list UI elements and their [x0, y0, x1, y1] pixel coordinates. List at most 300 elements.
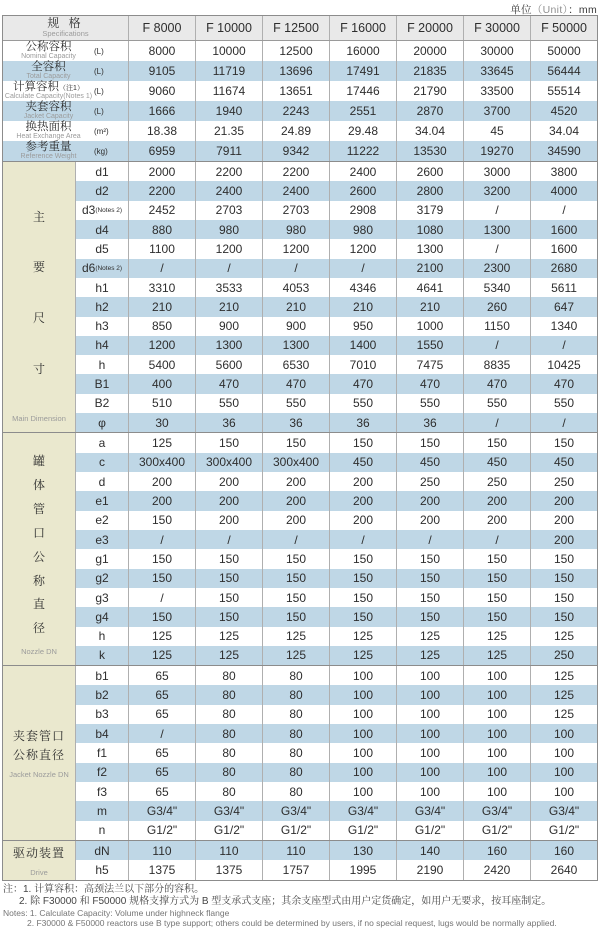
value-cell: 150 [530, 569, 597, 588]
value-cell: 2551 [329, 101, 396, 121]
value-cell: 100 [463, 782, 530, 801]
value-cell: 3179 [396, 201, 463, 220]
row-unit: (m²) [94, 126, 109, 136]
value-cell: 19270 [463, 141, 530, 161]
table-row [75, 162, 597, 181]
value-cell: 110 [128, 841, 195, 860]
dimension-label-cell: b2 [75, 685, 128, 704]
row-label-wrap [3, 141, 128, 161]
value-cell: 140 [396, 841, 463, 860]
value-cell: 150 [329, 569, 396, 588]
value-cell: 150 [530, 588, 597, 607]
table-row [75, 821, 597, 840]
value-cell: 150 [195, 549, 262, 568]
value-cell: 17446 [329, 81, 396, 101]
value-cell: 150 [530, 607, 597, 626]
model-header-cell: F 50000 [530, 16, 597, 40]
table-row [3, 121, 597, 141]
row-label-cell [3, 61, 128, 81]
value-cell: 125 [262, 627, 329, 646]
footnote-line: Notes: 1. Calculate Capacity: Volume under highneck flange [3, 907, 230, 918]
value-cell: / [396, 530, 463, 549]
row-unit: (kg) [94, 146, 108, 156]
table-row [3, 61, 597, 81]
row-label [3, 41, 94, 60]
row-label-zh: 公称容积 [25, 41, 72, 54]
section-label-wrap [3, 666, 75, 840]
value-cell: 80 [195, 782, 262, 801]
dimension-label-cell: h3 [75, 317, 128, 336]
value-cell: 125 [329, 646, 396, 665]
table-row [75, 569, 597, 588]
section-label-en: Nozzle DN [21, 647, 57, 657]
dimension-label-cell: d5 [75, 239, 128, 258]
row-label-wrap [3, 61, 128, 81]
value-cell: 50000 [530, 41, 597, 61]
value-cell: 80 [262, 685, 329, 704]
value-cell: 160 [530, 841, 597, 860]
dimension-label-cell: f3 [75, 782, 128, 801]
value-cell: 1400 [329, 336, 396, 355]
table-row [75, 297, 597, 316]
section-label-char: 称 [32, 573, 45, 588]
table-row [75, 685, 597, 704]
dimension-label-cell: a [75, 433, 128, 452]
value-cell: 1666 [128, 101, 195, 121]
row-label-zh: 计算容积（注1） [13, 81, 84, 94]
value-cell: 1100 [128, 239, 195, 258]
value-cell: 150 [530, 433, 597, 452]
value-cell: 900 [195, 317, 262, 336]
section-label-char: 直 [32, 597, 45, 612]
value-cell: 125 [396, 646, 463, 665]
value-cell: 150 [396, 549, 463, 568]
value-cell: 1375 [128, 860, 195, 879]
value-cell: 30000 [463, 41, 530, 61]
table-row [3, 101, 597, 121]
value-cell: 150 [463, 549, 530, 568]
value-cell: 150 [329, 549, 396, 568]
value-cell: 980 [262, 220, 329, 239]
value-cell: 125 [262, 646, 329, 665]
dimension-label-cell: d4 [75, 220, 128, 239]
value-cell: 2190 [396, 860, 463, 879]
value-cell: 150 [396, 607, 463, 626]
section-label-zh: 夹套管口 [12, 729, 65, 744]
value-cell: 550 [463, 394, 530, 413]
row-label [3, 81, 94, 100]
row-label-wrap [3, 41, 128, 61]
value-cell: / [128, 530, 195, 549]
value-cell: 2000 [128, 162, 195, 181]
value-cell: / [530, 201, 597, 220]
section-label-char: 口 [32, 525, 45, 540]
row-label-zh-note: （注1） [59, 85, 84, 93]
value-cell: 2243 [262, 101, 329, 121]
value-cell: 80 [262, 763, 329, 782]
table-row [75, 472, 597, 491]
value-cell: / [530, 413, 597, 432]
table-row [75, 259, 597, 278]
value-cell: 21835 [396, 61, 463, 81]
dimension-label-cell: e1 [75, 491, 128, 510]
value-cell: 100 [396, 743, 463, 762]
table-row [75, 491, 597, 510]
value-cell: 200 [396, 511, 463, 530]
value-cell: 510 [128, 394, 195, 413]
value-cell: 18.38 [128, 121, 195, 141]
unit-note-value: mm [578, 4, 597, 16]
dimension-label-cell: b1 [75, 666, 128, 685]
value-cell: 2420 [463, 860, 530, 879]
unit-note [0, 0, 600, 15]
value-cell: 10425 [530, 355, 597, 374]
dimension-label-cell: d2 [75, 181, 128, 200]
value-cell: 65 [128, 666, 195, 685]
row-label-cell [3, 121, 128, 141]
section-label-char: 罐 [32, 454, 45, 469]
value-cell: / [463, 530, 530, 549]
table-row [3, 141, 597, 161]
value-cell: 100 [463, 685, 530, 704]
value-cell: 450 [530, 453, 597, 472]
value-cell: 150 [262, 549, 329, 568]
row-unit: (L) [94, 46, 104, 56]
dimension-label-cell: g2 [75, 569, 128, 588]
value-cell: 36 [195, 413, 262, 432]
value-cell: 150 [262, 433, 329, 452]
value-cell: 300x400 [128, 453, 195, 472]
value-cell: 210 [396, 297, 463, 316]
section-label-char: 公 [32, 549, 45, 564]
value-cell: 950 [329, 317, 396, 336]
table-row [75, 724, 597, 743]
value-cell: 450 [463, 453, 530, 472]
dimension-label-cell: B1 [75, 374, 128, 393]
value-cell: 100 [329, 685, 396, 704]
section-label-zh [3, 162, 75, 414]
value-cell: 4000 [530, 181, 597, 200]
value-cell: 65 [128, 743, 195, 762]
value-cell: 5340 [463, 278, 530, 297]
section-label-en: Main Dimension [12, 414, 66, 424]
model-header-cell: F 10000 [195, 16, 262, 40]
value-cell: 470 [195, 374, 262, 393]
value-cell: 100 [530, 782, 597, 801]
value-cell: 200 [530, 511, 597, 530]
value-cell: / [530, 336, 597, 355]
row-label-cell [3, 41, 128, 61]
value-cell: 250 [396, 472, 463, 491]
row-label [3, 61, 94, 80]
section-label-char: 管 [32, 501, 45, 516]
value-cell: 100 [329, 782, 396, 801]
dimension-label-note: (Notes 2) [95, 264, 123, 272]
value-cell: 100 [329, 763, 396, 782]
value-cell: 200 [463, 511, 530, 530]
value-cell: 80 [262, 782, 329, 801]
value-cell: 1000 [396, 317, 463, 336]
value-cell: G3/4" [128, 801, 195, 820]
value-cell: 125 [530, 627, 597, 646]
value-cell: 30 [128, 413, 195, 432]
value-cell: / [463, 201, 530, 220]
value-cell: 2400 [262, 181, 329, 200]
value-cell: 150 [195, 433, 262, 452]
model-header-cell: F 16000 [329, 16, 396, 40]
footnote-line: 2. 除 F30000 和 F50000 规格支撑方式为 B 型支承式支座；其余支座型式由用户定货确定，如用户无要求，按耳座制定。 [19, 895, 552, 907]
value-cell: 100 [329, 705, 396, 724]
row-label-zh: 换热面积 [25, 121, 72, 134]
value-cell: 16000 [329, 41, 396, 61]
row-label-en: Reference Weight [20, 153, 77, 161]
value-cell: G1/2" [128, 821, 195, 840]
value-cell: 470 [329, 374, 396, 393]
value-cell: 150 [329, 433, 396, 452]
value-cell: 7911 [195, 141, 262, 161]
value-cell: 150 [463, 588, 530, 607]
value-cell: 100 [329, 743, 396, 762]
value-cell: / [195, 259, 262, 278]
value-cell: / [128, 724, 195, 743]
model-header-cell: F 20000 [396, 16, 463, 40]
value-cell: 900 [262, 317, 329, 336]
row-label-zh: 全容积 [31, 61, 66, 74]
table-row [75, 239, 597, 258]
value-cell: 100 [396, 782, 463, 801]
value-cell: 8835 [463, 355, 530, 374]
table-row [75, 181, 597, 200]
value-cell: 2400 [195, 181, 262, 200]
value-cell: G1/2" [463, 821, 530, 840]
table-row [75, 860, 597, 879]
value-cell: 250 [530, 646, 597, 665]
unit-note-en: （Unit） [531, 4, 569, 16]
value-cell: 100 [396, 724, 463, 743]
value-cell: 210 [128, 297, 195, 316]
value-cell: 450 [329, 453, 396, 472]
section-jacket-nozzle-dn [3, 665, 597, 840]
value-cell: 36 [262, 413, 329, 432]
section-label-cell [3, 433, 75, 665]
value-cell: 12500 [262, 41, 329, 61]
value-cell: 200 [195, 472, 262, 491]
value-cell: G3/4" [463, 801, 530, 820]
value-cell: 3800 [530, 162, 597, 181]
value-cell: 3000 [463, 162, 530, 181]
value-cell: 80 [195, 685, 262, 704]
dimension-label-cell: h [75, 355, 128, 374]
value-cell: 1600 [530, 239, 597, 258]
row-label-cell [3, 81, 128, 101]
section-label-cell [3, 162, 75, 432]
value-cell: 150 [128, 569, 195, 588]
table-row [75, 588, 597, 607]
value-cell: 13651 [262, 81, 329, 101]
value-cell: 100 [530, 763, 597, 782]
value-cell: 200 [530, 530, 597, 549]
value-cell: 11719 [195, 61, 262, 81]
footnote-line: 注：1. 计算容积：高颈法兰以下部分的容积。 [3, 883, 205, 895]
value-cell: 2640 [530, 860, 597, 879]
value-cell: 2600 [396, 162, 463, 181]
value-cell: 1300 [463, 220, 530, 239]
value-cell: 2100 [396, 259, 463, 278]
dimension-label-cell: B2 [75, 394, 128, 413]
value-cell: / [195, 530, 262, 549]
value-cell: 550 [396, 394, 463, 413]
value-cell: 56444 [530, 61, 597, 81]
value-cell: 125 [128, 433, 195, 452]
section-nozzle-dn [3, 432, 597, 665]
section-label-char: 寸 [32, 361, 45, 376]
value-cell: 150 [530, 549, 597, 568]
value-cell: 110 [195, 841, 262, 860]
value-cell: 150 [262, 588, 329, 607]
dimension-label-cell: d1 [75, 162, 128, 181]
value-cell: 125 [195, 627, 262, 646]
row-unit: (L) [94, 106, 104, 116]
dimension-label-cell: φ [75, 413, 128, 432]
value-cell: 4520 [530, 101, 597, 121]
section-rows [75, 841, 597, 880]
section-label-cell [3, 841, 75, 880]
value-cell: 150 [195, 607, 262, 626]
value-cell: 100 [329, 724, 396, 743]
row-label-zh: 参考重量 [25, 141, 72, 154]
value-cell: 80 [195, 724, 262, 743]
value-cell: 647 [530, 297, 597, 316]
value-cell: 150 [396, 569, 463, 588]
value-cell: 80 [262, 724, 329, 743]
value-cell: 550 [530, 394, 597, 413]
value-cell: 3533 [195, 278, 262, 297]
dimension-label-cell: dN [75, 841, 128, 860]
value-cell: 17491 [329, 61, 396, 81]
table-header-row [3, 16, 597, 41]
value-cell: 65 [128, 782, 195, 801]
value-cell: 150 [463, 607, 530, 626]
value-cell: 2800 [396, 181, 463, 200]
value-cell: 250 [530, 472, 597, 491]
model-header-cell: F 30000 [463, 16, 530, 40]
value-cell: 100 [396, 705, 463, 724]
dimension-label-cell: g3 [75, 588, 128, 607]
row-label-cell [3, 141, 128, 161]
section-main-dimension [3, 161, 597, 432]
table-row [75, 646, 597, 665]
table-row [75, 278, 597, 297]
dimension-label-cell: f2 [75, 763, 128, 782]
model-header-cell: F 12500 [262, 16, 329, 40]
dimension-label-cell: e3 [75, 530, 128, 549]
value-cell: 9060 [128, 81, 195, 101]
value-cell: 125 [463, 646, 530, 665]
value-cell: 200 [329, 472, 396, 491]
value-cell: 150 [195, 569, 262, 588]
section-label-char: 主 [32, 209, 45, 224]
value-cell: 2452 [128, 201, 195, 220]
value-cell: 260 [463, 297, 530, 316]
row-label-en: Heat Exchange Area [16, 133, 81, 141]
value-cell: 6530 [262, 355, 329, 374]
section-label-zh [3, 433, 75, 647]
value-cell: 150 [128, 607, 195, 626]
value-cell: 2680 [530, 259, 597, 278]
value-cell: 100 [396, 666, 463, 685]
dimension-label-cell: e2 [75, 511, 128, 530]
value-cell: 1200 [262, 239, 329, 258]
value-cell: 1300 [195, 336, 262, 355]
value-cell: / [463, 239, 530, 258]
dimension-label-note: (Notes 2) [95, 206, 123, 214]
value-cell: 200 [195, 491, 262, 510]
value-cell: 125 [329, 627, 396, 646]
value-cell: 1757 [262, 860, 329, 879]
table-row [75, 511, 597, 530]
table-row [75, 841, 597, 860]
value-cell: 100 [463, 763, 530, 782]
dimension-label-cell: c [75, 453, 128, 472]
section-label-char: 要 [32, 260, 45, 275]
footnotes [0, 881, 600, 929]
table-row [75, 801, 597, 820]
value-cell: 250 [463, 472, 530, 491]
value-cell: 2908 [329, 201, 396, 220]
row-label-en: Calculate Capacity(Notes 1) [4, 93, 93, 101]
value-cell: G3/4" [530, 801, 597, 820]
table-row [75, 413, 597, 432]
table-row [75, 549, 597, 568]
value-cell: 550 [262, 394, 329, 413]
dimension-label-cell: d6 (Notes 2) [75, 259, 128, 278]
value-cell: 2200 [128, 181, 195, 200]
value-cell: 2703 [195, 201, 262, 220]
value-cell: 850 [128, 317, 195, 336]
header-label-en: Specifications [42, 29, 89, 39]
dimension-label-cell: g1 [75, 549, 128, 568]
value-cell: G3/4" [262, 801, 329, 820]
value-cell: 7010 [329, 355, 396, 374]
value-cell: G1/2" [329, 821, 396, 840]
dimension-label-cell: h [75, 627, 128, 646]
table-row [75, 530, 597, 549]
table-row [75, 666, 597, 685]
value-cell: 125 [128, 646, 195, 665]
value-cell: 2200 [262, 162, 329, 181]
value-cell: 3700 [463, 101, 530, 121]
table-row [75, 453, 597, 472]
value-cell: 110 [262, 841, 329, 860]
unit-note-zh: 单位 [510, 4, 532, 16]
value-cell: 200 [463, 491, 530, 510]
value-cell: / [262, 530, 329, 549]
section-label-zh: 公称直径 [12, 748, 65, 763]
value-cell: 80 [262, 743, 329, 762]
value-cell: G1/2" [396, 821, 463, 840]
value-cell: 880 [128, 220, 195, 239]
value-cell: 150 [195, 588, 262, 607]
value-cell: 1940 [195, 101, 262, 121]
value-cell: 8000 [128, 41, 195, 61]
section-rows [75, 162, 597, 432]
value-cell: 29.48 [329, 121, 396, 141]
table-row [3, 81, 597, 101]
value-cell: 210 [262, 297, 329, 316]
value-cell: 33500 [463, 81, 530, 101]
value-cell: 450 [396, 453, 463, 472]
value-cell: 470 [463, 374, 530, 393]
